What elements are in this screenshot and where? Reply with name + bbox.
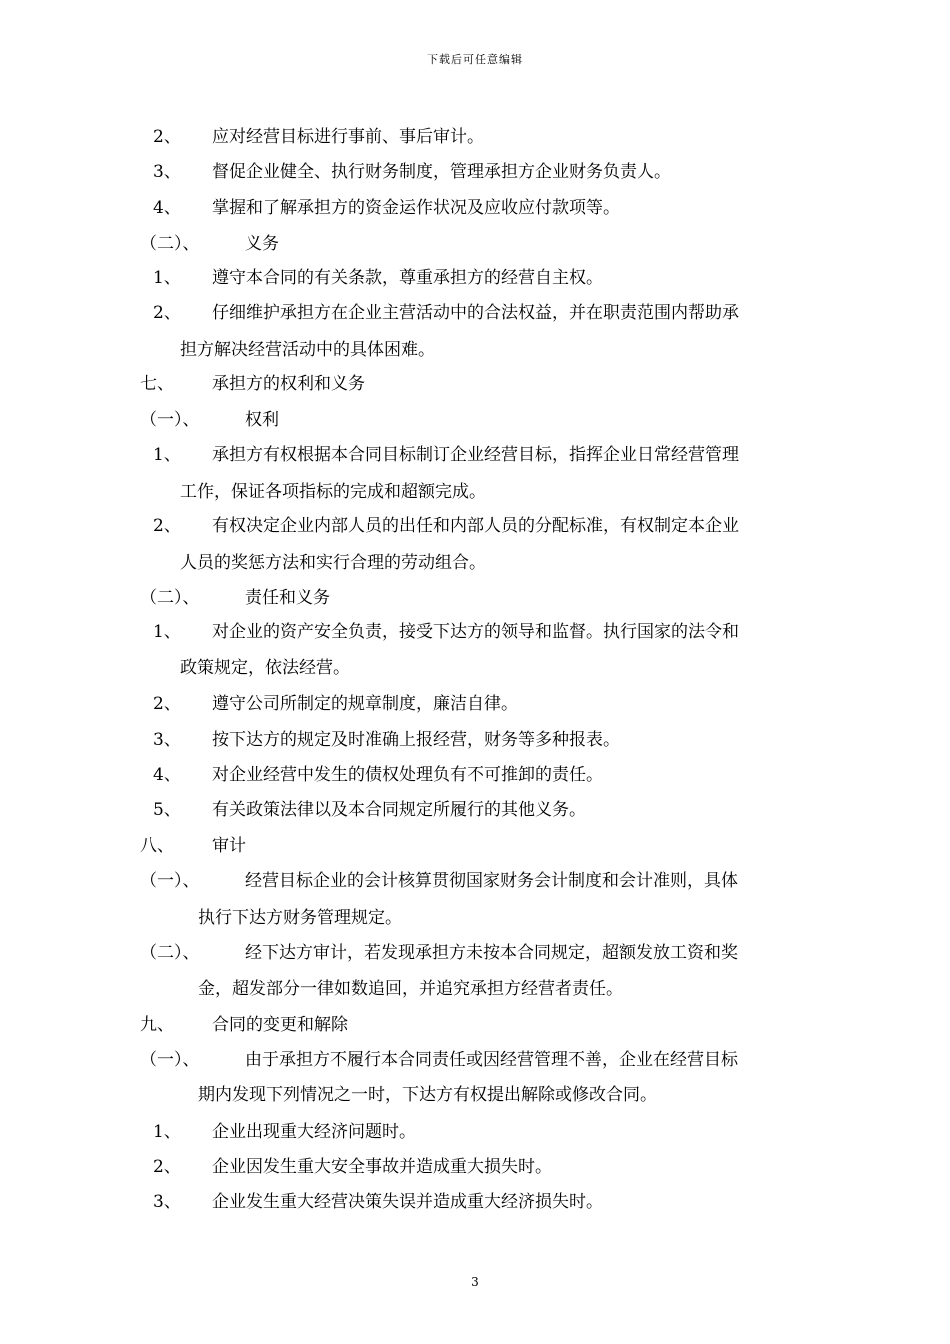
line-text: 义务: [245, 234, 279, 254]
line-text: 有关政策法律以及本合同规定所履行的其他义务。: [212, 800, 586, 820]
list-marker: （一）、: [140, 410, 200, 430]
list-marker: 1、: [153, 1122, 181, 1142]
list-marker: 2、: [153, 1157, 181, 1177]
list-marker: 2、: [153, 516, 181, 536]
list-marker: 2、: [153, 694, 181, 714]
list-marker: （二）、: [140, 943, 200, 963]
line-text: 按下达方的规定及时准确上报经营，财务等多种报表。: [212, 730, 620, 750]
list-marker: 1、: [153, 622, 181, 642]
line-text: 责任和义务: [245, 588, 330, 608]
list-marker: 七、: [140, 374, 174, 394]
line-text: 承担方的权利和义务: [212, 374, 365, 394]
list-marker: 2、: [153, 127, 181, 147]
line-text: 经下达方审计，若发现承担方未按本合同规定，超额发放工资和奖: [245, 943, 738, 963]
list-marker: 4、: [153, 765, 181, 785]
page-header: 下载后可任意编辑: [427, 53, 523, 66]
line-text: 审计: [212, 836, 246, 856]
list-marker: （一）、: [140, 1050, 200, 1070]
line-text: 仔细维护承担方在企业主营活动中的合法权益，并在职责范围内帮助承: [212, 303, 739, 323]
line-text: 掌握和了解承担方的资金运作状况及应收应付款项等。: [212, 198, 620, 218]
list-marker: （一）、: [140, 871, 200, 891]
line-text: 金，超发部分一律如数追回，并追究承担方经营者责任。: [198, 979, 623, 999]
page-number: 3: [471, 1275, 479, 1289]
line-text: 企业出现重大经济问题时。: [212, 1122, 416, 1142]
line-text: 经营目标企业的会计核算贯彻国家财务会计制度和会计准则，具体: [245, 871, 738, 891]
list-marker: 2、: [153, 303, 181, 323]
line-text: 遵守本合同的有关条款，尊重承担方的经营自主权。: [212, 268, 603, 288]
list-marker: 5、: [153, 800, 181, 820]
line-text: 对企业的资产安全负责，接受下达方的领导和监督。执行国家的法令和: [212, 622, 739, 642]
list-marker: 3、: [153, 162, 181, 182]
line-text: 遵守公司所制定的规章制度，廉洁自律。: [212, 694, 518, 714]
line-text: 权利: [245, 410, 279, 430]
line-text: 人员的奖惩方法和实行合理的劳动组合。: [180, 553, 486, 573]
line-text: 担方解决经营活动中的具体困难。: [180, 340, 435, 360]
list-marker: 1、: [153, 445, 181, 465]
list-marker: （二）、: [140, 588, 200, 608]
line-text: 工作，保证各项指标的完成和超额完成。: [180, 482, 486, 502]
list-marker: 1、: [153, 268, 181, 288]
line-text: 由于承担方不履行本合同责任或因经营管理不善，企业在经营目标: [245, 1050, 738, 1070]
list-marker: 九、: [140, 1015, 174, 1035]
list-marker: 八、: [140, 836, 174, 856]
list-marker: （二）、: [140, 234, 200, 254]
line-text: 企业发生重大经营决策失误并造成重大经济损失时。: [212, 1192, 603, 1212]
line-text: 合同的变更和解除: [212, 1015, 348, 1035]
line-text: 政策规定，依法经营。: [180, 658, 350, 678]
list-marker: 4、: [153, 198, 181, 218]
line-text: 期内发现下列情况之一时，下达方有权提出解除或修改合同。: [198, 1085, 657, 1105]
line-text: 有权决定企业内部人员的出任和内部人员的分配标准，有权制定本企业: [212, 516, 739, 536]
line-text: 执行下达方财务管理规定。: [198, 908, 402, 928]
line-text: 督促企业健全、执行财务制度，管理承担方企业财务负责人。: [212, 162, 671, 182]
list-marker: 3、: [153, 730, 181, 750]
line-text: 应对经营目标进行事前、事后审计。: [212, 127, 484, 147]
line-text: 承担方有权根据本合同目标制订企业经营目标，指挥企业日常经营管理: [212, 445, 739, 465]
list-marker: 3、: [153, 1192, 181, 1212]
line-text: 企业因发生重大安全事故并造成重大损失时。: [212, 1157, 552, 1177]
line-text: 对企业经营中发生的债权处理负有不可推卸的责任。: [212, 765, 603, 785]
